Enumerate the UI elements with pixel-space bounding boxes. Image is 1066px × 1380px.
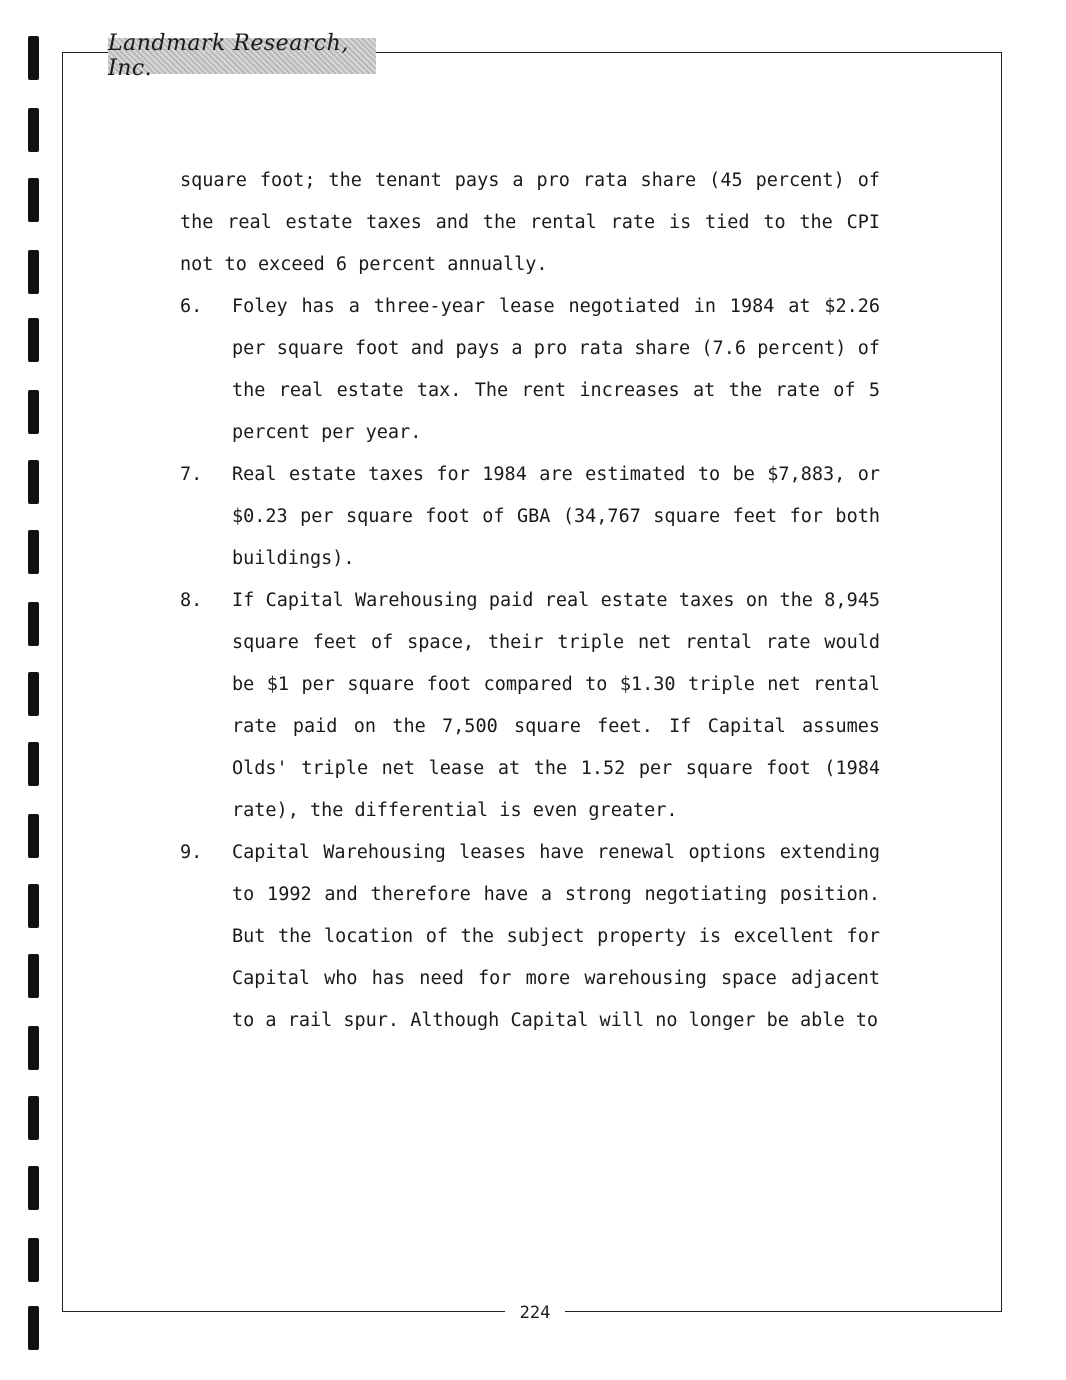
item-number: 8. xyxy=(180,590,203,611)
item-number: 9. xyxy=(180,842,203,863)
list-item xyxy=(180,286,880,454)
page-number: 224 xyxy=(505,1298,565,1328)
item-number: 7. xyxy=(180,464,203,485)
lead-paragraph: square foot; the tenant pays a pro rata share (45 percent) of the real estate taxes and the rental rate is tied to the CPI not to exceed 6 percent annually. xyxy=(180,170,880,275)
list-item xyxy=(180,454,880,580)
item-text: Capital Warehousing leases have renewal options extending to 1992 and therefore have a strong negotiating position. But the location of the subject property is excellent for Capital who has need for more warehousing space adjacent to a rail spur. Although Capital will no longer be able to xyxy=(232,842,880,1031)
letterhead-text: Landmark Research, Inc. xyxy=(108,31,349,81)
binding-marks xyxy=(0,0,40,1380)
item-text: If Capital Warehousing paid real estate taxes on the 8,945 square feet of space, their triple net rental rate would be $1 per square foot compared to $1.30 triple net rental rate paid on the 7,500 square feet. If Capital assumes Olds' triple net lease at the 1.52 per square foot (1984 rate), the differential is even greater. xyxy=(232,590,880,821)
list-item xyxy=(180,580,880,832)
list-item xyxy=(180,832,880,1042)
page-body xyxy=(180,160,880,1042)
item-number: 6. xyxy=(180,296,203,317)
item-text: Real estate taxes for 1984 are estimated to be $7,883, or $0.23 per square foot of GBA (34,767 square feet for both buildings). xyxy=(232,464,880,569)
letterhead xyxy=(108,31,376,81)
item-text: Foley has a three-year lease negotiated in 1984 at $2.26 per square foot and pays a pro rata share (7.6 percent) of the real estate tax. The rent increases at the rate of 5 percent per year. xyxy=(232,296,880,443)
